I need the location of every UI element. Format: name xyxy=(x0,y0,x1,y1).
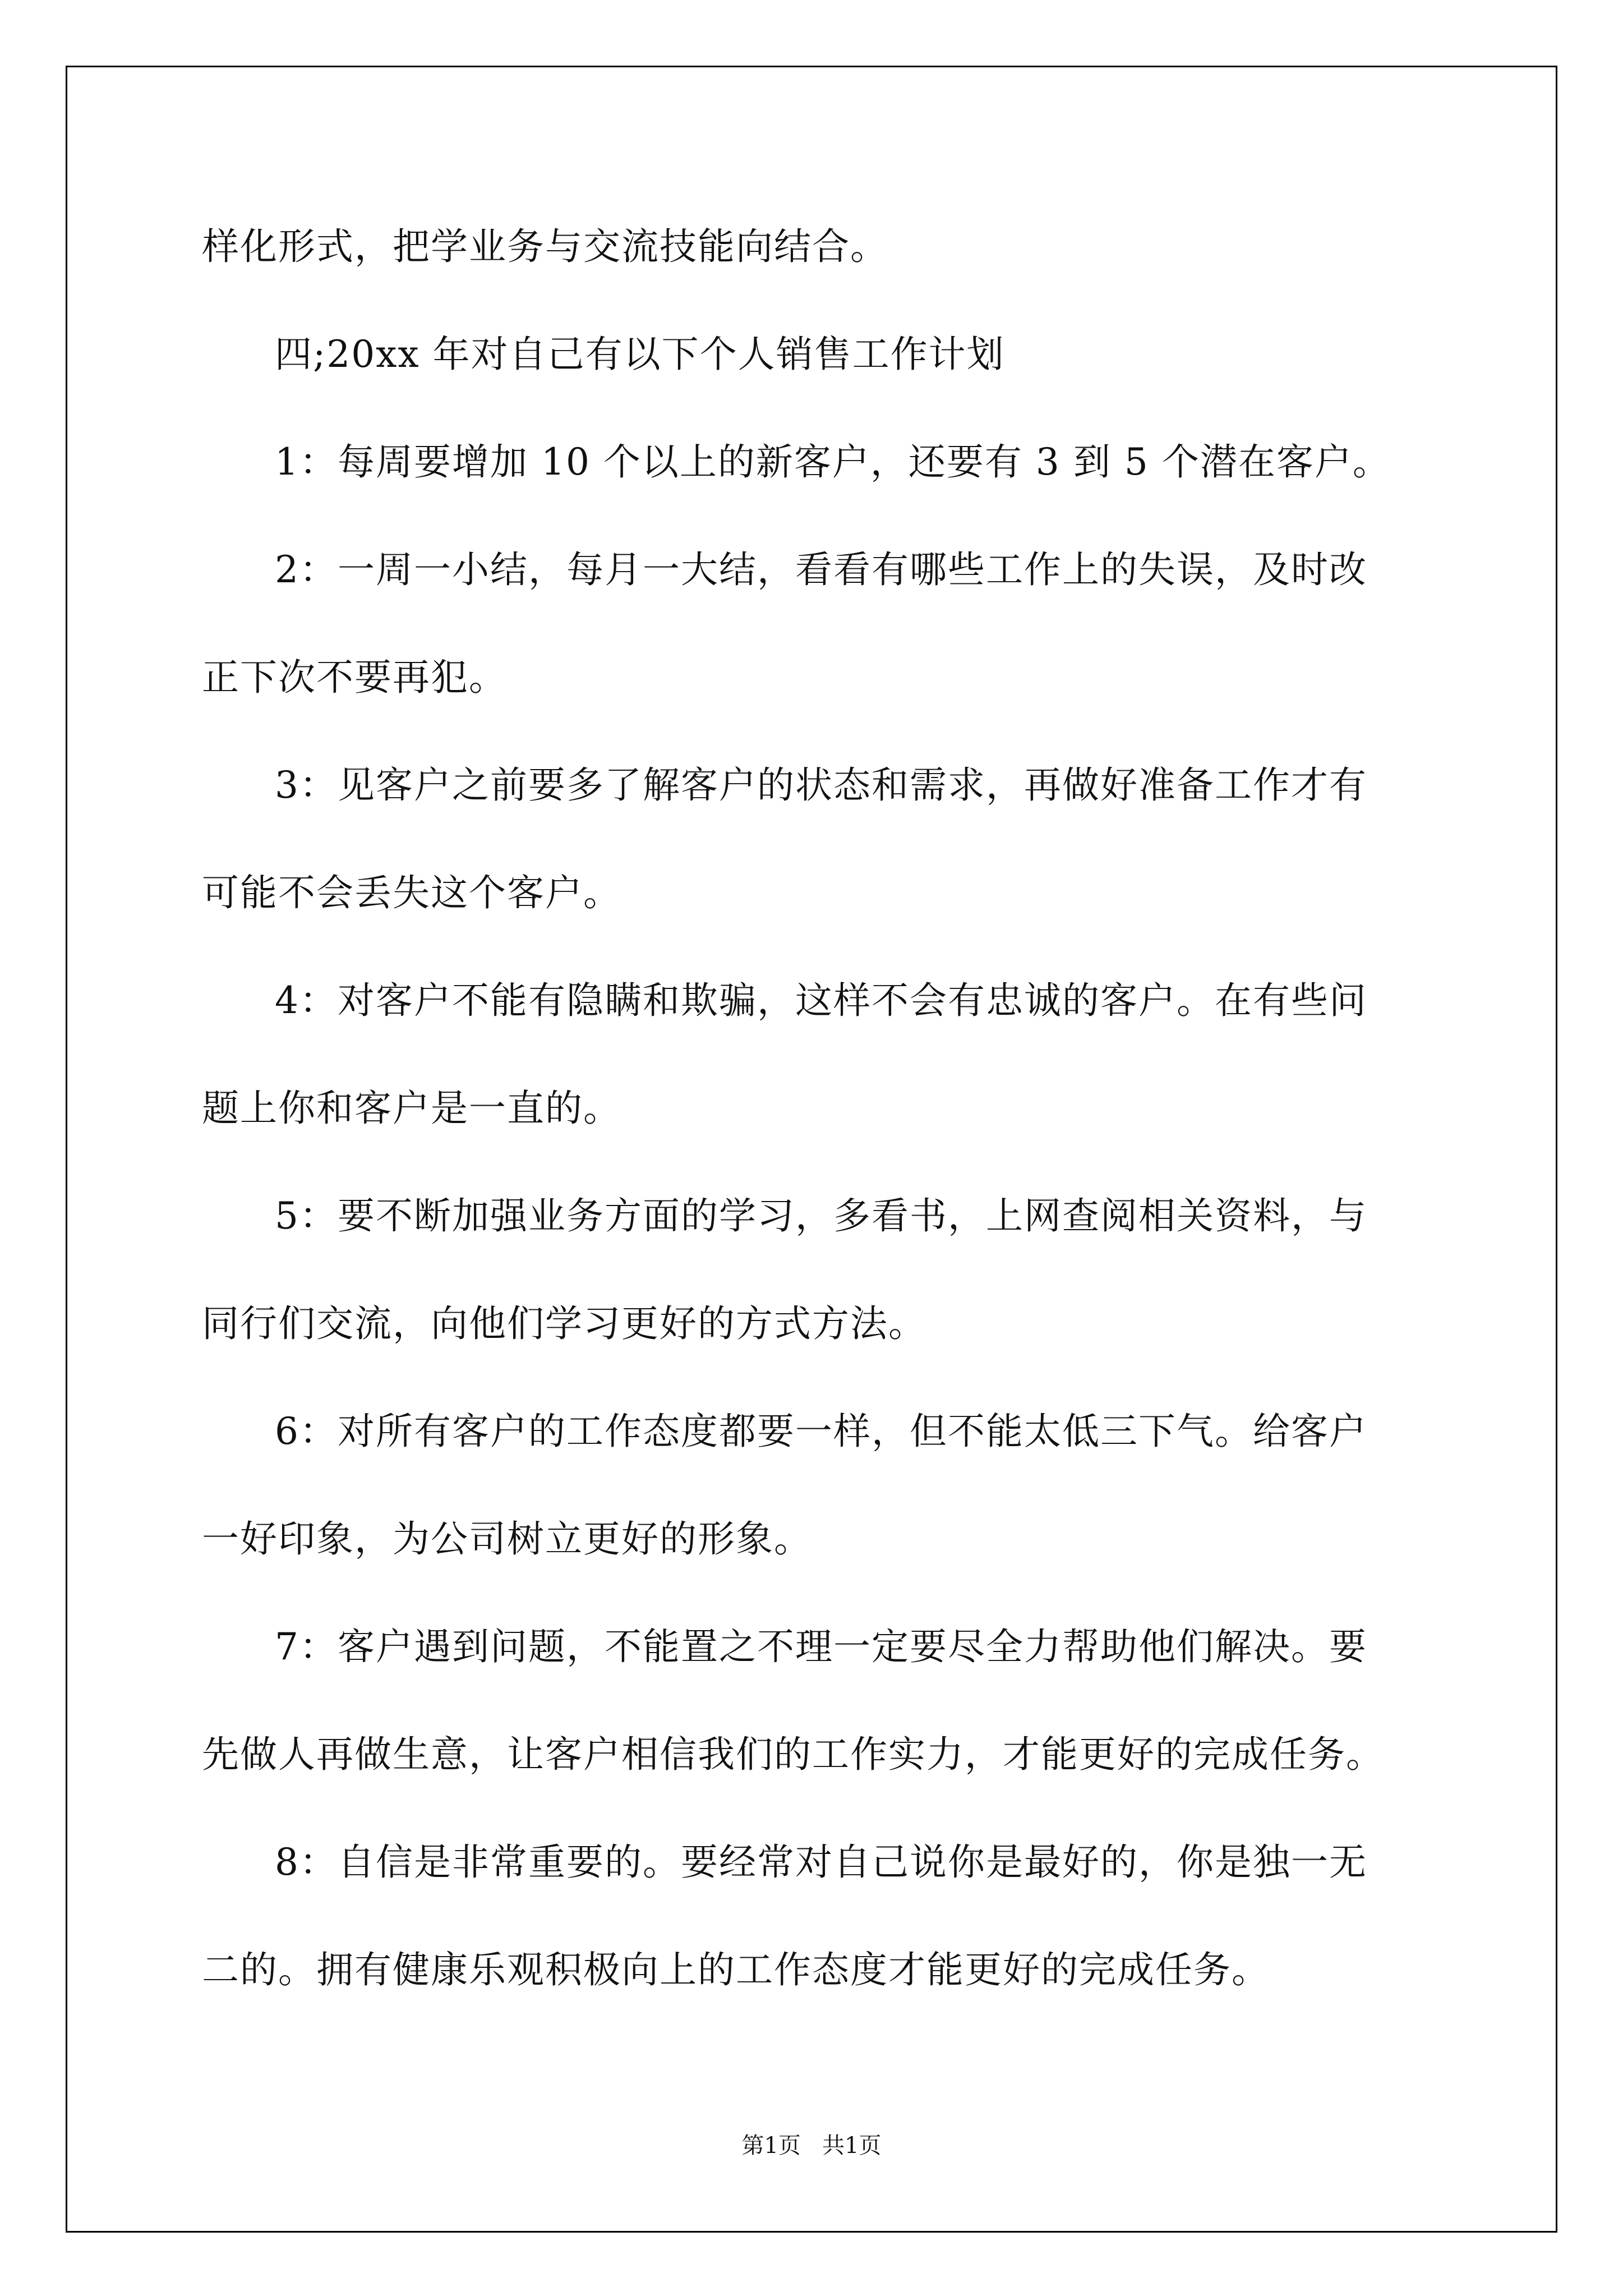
list-item-2: 2：一周一小结，每月一大结，看看有哪些工作上的失误，及时改 xyxy=(275,548,1367,591)
list-item-5-cont: 同行们交流，向他们学习更好的方式方法。 xyxy=(202,1302,926,1345)
list-item-4: 4：对客户不能有隐瞒和欺骗，这样不会有忠诚的客户。在有些问 xyxy=(275,979,1367,1022)
page-footer: 第1页 共1页 xyxy=(741,2133,882,2159)
list-item-5: 5：要不断加强业务方面的学习，多看书，上网查阅相关资料，与 xyxy=(275,1194,1367,1237)
list-item-2-cont: 正下次不要再犯。 xyxy=(202,656,507,699)
list-item-6-cont: 一好印象，为公司树立更好的形象。 xyxy=(202,1517,812,1561)
list-item-3: 3：见客户之前要多了解客户的状态和需求，再做好准备工作才有 xyxy=(275,763,1367,807)
list-item-8-cont: 二的。拥有健康乐观积极向上的工作态度才能更好的完成任务。 xyxy=(202,1948,1270,1991)
list-item-4-cont: 题上你和客户是一直的。 xyxy=(202,1087,621,1130)
list-item-7-cont: 先做人再做生意，让客户相信我们的工作实力，才能更好的完成任务。 xyxy=(202,1733,1384,1776)
list-item-1: 1：每周要增加 10 个以上的新客户，还要有 3 到 5 个潜在客户。 xyxy=(275,440,1391,484)
list-item-8: 8：自信是非常重要的。要经常对自己说你是最好的，你是独一无 xyxy=(275,1841,1367,1884)
list-item-6: 6：对所有客户的工作态度都要一样，但不能太低三下气。给客户 xyxy=(275,1410,1367,1453)
list-item-3-cont: 可能不会丢失这个客户。 xyxy=(202,871,621,914)
list-item-7: 7：客户遇到问题，不能置之不理一定要尽全力帮助他们解决。要 xyxy=(275,1625,1367,1668)
paragraph-line: 样化形式，把学业务与交流技能向结合。 xyxy=(202,225,888,268)
page-border xyxy=(66,66,1557,2233)
section-heading: 四;20xx 年对自己有以下个人销售工作计划 xyxy=(275,333,1005,376)
